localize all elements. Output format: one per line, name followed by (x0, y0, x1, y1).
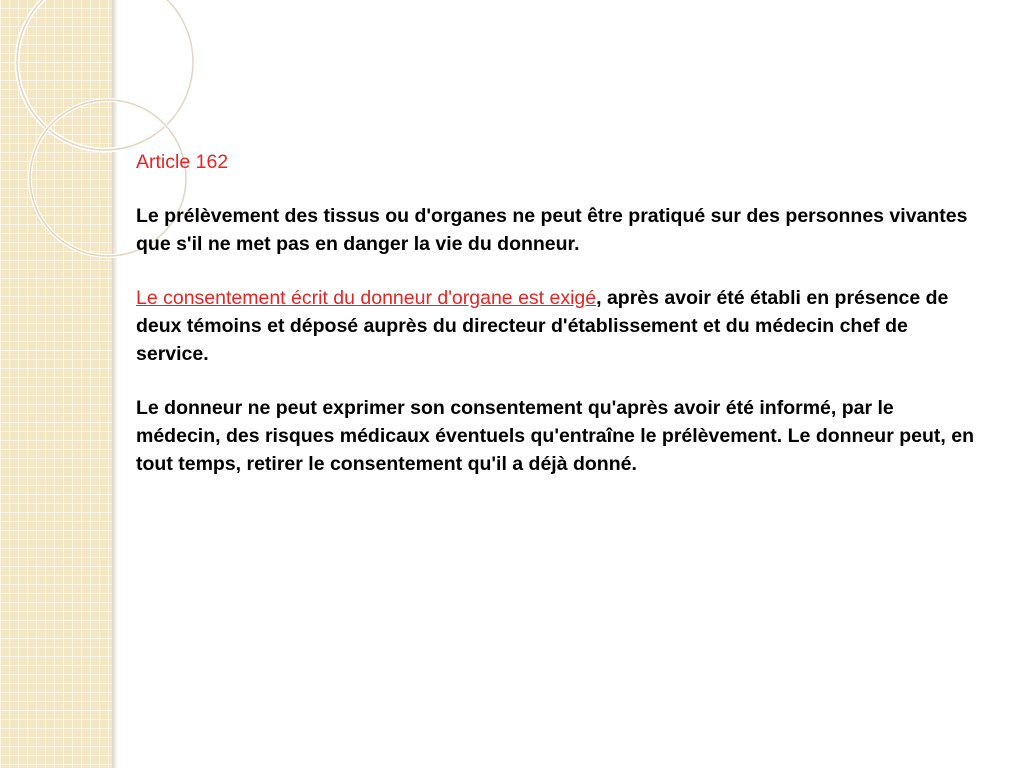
article-title: Article 162 (136, 151, 229, 173)
paragraph-donor-safety: Le prélèvement des tissus ou d'organes ne peut être pratiqué sur des personnes vivantes que s'il ne met pas en danger la vie du donneur. (136, 205, 968, 255)
paragraph-consent (136, 284, 976, 368)
consent-highlight-link[interactable]: Le consentement écrit du donneur d'organe est exigé (136, 287, 597, 309)
paragraph-informed-consent: Le donneur ne peut exprimer son consentement qu'après avoir été informé, par le médecin, des risques médicaux éventuels qu'entraîne le prélèvement. Le donneur peut, en tout temps, retirer le consentement qu'il a déjà donné. (136, 397, 974, 475)
slide-content (136, 148, 976, 504)
consent-paragraph-rest: , après avoir été établi en présence de deux témoins et déposé auprès du directeur d'établissement et du médecin chef de service. (136, 287, 949, 365)
decorative-rings-icon (0, 0, 140, 260)
